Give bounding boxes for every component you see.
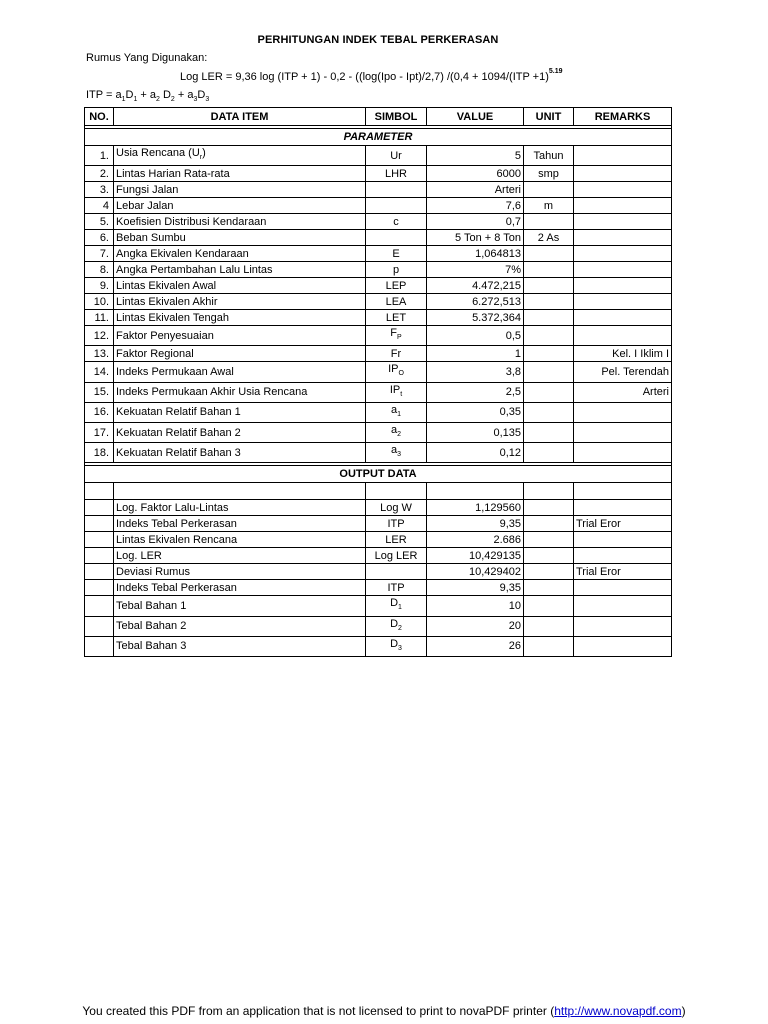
value-cell: 1: [427, 346, 524, 362]
output-row: [85, 548, 672, 564]
symbol-cell: $IP_O$: [366, 362, 427, 382]
unit-cell: [524, 596, 574, 616]
output-row: [85, 500, 672, 516]
value-cell: 0,135: [427, 422, 524, 442]
output-row: [85, 616, 672, 636]
unit-cell: m: [524, 198, 574, 214]
header-data-item: DATA ITEM: [114, 108, 366, 126]
symbol-cell: ITP: [366, 580, 427, 596]
header-no: NO.: [85, 108, 114, 126]
row-number: 18.: [85, 443, 114, 463]
row-number: 16.: [85, 402, 114, 422]
remarks-cell: [574, 230, 672, 246]
data-item: Angka Pertambahan Lalu Lintas: [114, 262, 366, 278]
page-title: PERHITUNGAN INDEK TEBAL PERKERASAN: [257, 34, 499, 46]
unit-cell: [524, 422, 574, 442]
remarks-cell: [574, 166, 672, 182]
data-item: Lintas Ekivalen Akhir: [114, 294, 366, 310]
symbol-cell: LHR: [366, 166, 427, 182]
value-cell: 0,12: [427, 443, 524, 463]
unit-cell: [524, 294, 574, 310]
parameter-row: [85, 362, 672, 382]
output-row: [85, 532, 672, 548]
parameter-row: [85, 214, 672, 230]
value-cell: 0,5: [427, 326, 524, 346]
header-remarks: REMARKS: [574, 108, 672, 126]
row-number: [85, 596, 114, 616]
symbol-cell: [366, 182, 427, 198]
row-number: [85, 516, 114, 532]
symbol-cell: $F_P$: [366, 326, 427, 346]
value-cell: 5 Ton + 8 Ton: [427, 230, 524, 246]
remarks-cell: [574, 443, 672, 463]
novapdf-footer-notice: You created this PDF from an application that is not licensed to print to novaPDF printer (http://www.novapdf.com): [82, 1004, 686, 1018]
parameter-row: [85, 182, 672, 198]
remarks-cell: [574, 146, 672, 166]
unit-cell: [524, 182, 574, 198]
data-item: Kekuatan Relatif Bahan 1: [114, 402, 366, 422]
unit-cell: [524, 278, 574, 294]
unit-cell: [524, 532, 574, 548]
ler-formula: [180, 68, 563, 83]
unit-cell: Tahun: [524, 146, 574, 166]
remarks-cell: Trial Eror: [574, 516, 672, 532]
row-number: 7.: [85, 246, 114, 262]
parameter-row: [85, 198, 672, 214]
symbol-cell: $D_3$: [366, 636, 427, 656]
row-number: 11.: [85, 310, 114, 326]
section-heading-parameter: PARAMETER: [85, 129, 672, 146]
parameter-row: [85, 310, 672, 326]
remarks-cell: [574, 532, 672, 548]
symbol-cell: $a_3$: [366, 443, 427, 463]
unit-cell: [524, 564, 574, 580]
value-cell: 20: [427, 616, 524, 636]
unit-cell: [524, 616, 574, 636]
value-cell: Arteri: [427, 182, 524, 198]
unit-cell: [524, 402, 574, 422]
symbol-cell: $a_1$: [366, 402, 427, 422]
value-cell: 3,8: [427, 362, 524, 382]
value-cell: 2,5: [427, 382, 524, 402]
row-number: [85, 500, 114, 516]
row-number: 15.: [85, 382, 114, 402]
value-cell: 7%: [427, 262, 524, 278]
row-number: 13.: [85, 346, 114, 362]
unit-cell: [524, 382, 574, 402]
row-number: 1.: [85, 146, 114, 166]
data-item: Usia Rencana $(U_r)$: [114, 146, 366, 166]
parameter-section: [85, 126, 672, 463]
data-item: Lebar Jalan: [114, 198, 366, 214]
data-item: Tebal Bahan 1: [114, 596, 366, 616]
symbol-cell: Fr: [366, 346, 427, 362]
remarks-cell: [574, 262, 672, 278]
remarks-cell: Kel. I Iklim I: [574, 346, 672, 362]
parameter-row: [85, 294, 672, 310]
data-item: Lintas Ekivalen Awal: [114, 278, 366, 294]
value-cell: 10: [427, 596, 524, 616]
symbol-cell: $a_2$: [366, 422, 427, 442]
remarks-cell: [574, 500, 672, 516]
remarks-cell: [574, 548, 672, 564]
novapdf-link[interactable]: http://www.novapdf.com: [554, 1004, 682, 1018]
data-item: Faktor Regional: [114, 346, 366, 362]
remarks-cell: [574, 182, 672, 198]
parameter-row: [85, 443, 672, 463]
remarks-cell: [574, 422, 672, 442]
unit-cell: [524, 516, 574, 532]
data-item: Tebal Bahan 2: [114, 616, 366, 636]
unit-cell: [524, 362, 574, 382]
remarks-cell: [574, 616, 672, 636]
value-cell: 0,35: [427, 402, 524, 422]
remarks-cell: [574, 326, 672, 346]
remarks-cell: [574, 198, 672, 214]
remarks-cell: [574, 402, 672, 422]
symbol-cell: p: [366, 262, 427, 278]
value-cell: 6000: [427, 166, 524, 182]
remarks-cell: Pel. Terendah: [574, 362, 672, 382]
data-item: Indeks Permukaan Akhir Usia Rencana: [114, 382, 366, 402]
remarks-cell: [574, 294, 672, 310]
symbol-cell: LEP: [366, 278, 427, 294]
value-cell: 5: [427, 146, 524, 166]
output-row: [85, 564, 672, 580]
value-cell: 10,429135: [427, 548, 524, 564]
unit-cell: 2 As: [524, 230, 574, 246]
symbol-cell: [366, 198, 427, 214]
data-item: Indeks Tebal Perkerasan: [114, 516, 366, 532]
value-cell: 7,6: [427, 198, 524, 214]
unit-cell: [524, 214, 574, 230]
value-cell: 9,35: [427, 516, 524, 532]
symbol-cell: LET: [366, 310, 427, 326]
symbol-cell: c: [366, 214, 427, 230]
row-number: [85, 548, 114, 564]
symbol-cell: Log LER: [366, 548, 427, 564]
value-cell: 1,064813: [427, 246, 524, 262]
value-cell: 1,129560: [427, 500, 524, 516]
symbol-cell: E: [366, 246, 427, 262]
row-number: 8.: [85, 262, 114, 278]
data-item: Log. Faktor Lalu-Lintas: [114, 500, 366, 516]
data-item: Kekuatan Relatif Bahan 2: [114, 422, 366, 442]
row-number: [85, 532, 114, 548]
unit-cell: smp: [524, 166, 574, 182]
unit-cell: [524, 580, 574, 596]
remarks-cell: [574, 214, 672, 230]
data-item: Koefisien Distribusi Kendaraan: [114, 214, 366, 230]
ler-formula-exponent: 5.19: [548, 68, 563, 75]
output-row: [85, 516, 672, 532]
itp-formula: ITP = $a_1D_1 + a_2$ $D_2 + a_3D_3$: [86, 89, 210, 104]
symbol-cell: Ur: [366, 146, 427, 166]
symbol-cell: [366, 230, 427, 246]
data-item: Kekuatan Relatif Bahan 3: [114, 443, 366, 463]
remarks-cell: [574, 246, 672, 262]
unit-cell: [524, 262, 574, 278]
row-number: [85, 636, 114, 656]
row-number: 6.: [85, 230, 114, 246]
value-cell: 6.272,513: [427, 294, 524, 310]
data-item: Beban Sumbu: [114, 230, 366, 246]
parameter-row: [85, 146, 672, 166]
symbol-cell: Log W: [366, 500, 427, 516]
remarks-cell: [574, 636, 672, 656]
data-item: Indeks Permukaan Awal: [114, 362, 366, 382]
data-item: Angka Ekivalen Kendaraan: [114, 246, 366, 262]
parameter-row: [85, 422, 672, 442]
output-row: [85, 636, 672, 656]
row-number: 4: [85, 198, 114, 214]
data-item: Deviasi Rumus: [114, 564, 366, 580]
parameter-row: [85, 166, 672, 182]
remarks-cell: Arteri: [574, 382, 672, 402]
row-number: [85, 580, 114, 596]
parameter-row: [85, 326, 672, 346]
row-number: 14.: [85, 362, 114, 382]
data-item: Indeks Tebal Perkerasan: [114, 580, 366, 596]
parameter-row: [85, 230, 672, 246]
unit-cell: [524, 326, 574, 346]
data-item: Log. LER: [114, 548, 366, 564]
row-number: 17.: [85, 422, 114, 442]
unit-cell: [524, 310, 574, 326]
header-symbol: SIMBOL: [366, 108, 427, 126]
data-item: Lintas Ekivalen Rencana: [114, 532, 366, 548]
symbol-cell: LEA: [366, 294, 427, 310]
data-item: Lintas Harian Rata-rata: [114, 166, 366, 182]
output-row: [85, 596, 672, 616]
row-number: 3.: [85, 182, 114, 198]
symbol-cell: $D_2$: [366, 616, 427, 636]
header-value: VALUE: [427, 108, 524, 126]
row-number: 10.: [85, 294, 114, 310]
section-heading-output: OUTPUT DATA: [85, 466, 672, 483]
symbol-cell: LER: [366, 532, 427, 548]
value-cell: 5.372,364: [427, 310, 524, 326]
symbol-cell: ITP: [366, 516, 427, 532]
symbol-cell: $D_1$: [366, 596, 427, 616]
output-row: [85, 580, 672, 596]
data-item: Lintas Ekivalen Tengah: [114, 310, 366, 326]
unit-cell: [524, 443, 574, 463]
row-number: 2.: [85, 166, 114, 182]
data-item: Faktor Penyesuaian: [114, 326, 366, 346]
output-spacer-row: [85, 483, 672, 500]
row-number: [85, 564, 114, 580]
remarks-cell: [574, 310, 672, 326]
symbol-cell: [366, 564, 427, 580]
pavement-thickness-table: [84, 107, 672, 657]
parameter-row: [85, 346, 672, 362]
unit-cell: [524, 548, 574, 564]
value-cell: 4.472,215: [427, 278, 524, 294]
remarks-cell: Trial Eror: [574, 564, 672, 580]
remarks-cell: [574, 580, 672, 596]
table-header-row: [85, 108, 672, 126]
parameter-row: [85, 246, 672, 262]
ler-formula-text: Log LER = 9,36 log (ITP + 1) - 0,2 - ((log(Ipo - Ipt)/2,7) /(0,4 + 1094/(ITP +1): [180, 71, 549, 83]
parameter-row: [85, 402, 672, 422]
value-cell: 2.686: [427, 532, 524, 548]
unit-cell: [524, 636, 574, 656]
row-number: 12.: [85, 326, 114, 346]
row-number: [85, 616, 114, 636]
unit-cell: [524, 346, 574, 362]
symbol-cell: $IP_t$: [366, 382, 427, 402]
row-number: 9.: [85, 278, 114, 294]
parameter-row: [85, 382, 672, 402]
remarks-cell: [574, 278, 672, 294]
data-item: Fungsi Jalan: [114, 182, 366, 198]
output-section: [85, 463, 672, 657]
value-cell: 10,429402: [427, 564, 524, 580]
value-cell: 26: [427, 636, 524, 656]
remarks-cell: [574, 596, 672, 616]
row-number: 5.: [85, 214, 114, 230]
unit-cell: [524, 500, 574, 516]
parameter-row: [85, 278, 672, 294]
formula-label: Rumus Yang Digunakan:: [86, 52, 208, 64]
value-cell: 0,7: [427, 214, 524, 230]
unit-cell: [524, 246, 574, 262]
parameter-row: [85, 262, 672, 278]
value-cell: 9,35: [427, 580, 524, 596]
data-item: Tebal Bahan 3: [114, 636, 366, 656]
header-unit: UNIT: [524, 108, 574, 126]
